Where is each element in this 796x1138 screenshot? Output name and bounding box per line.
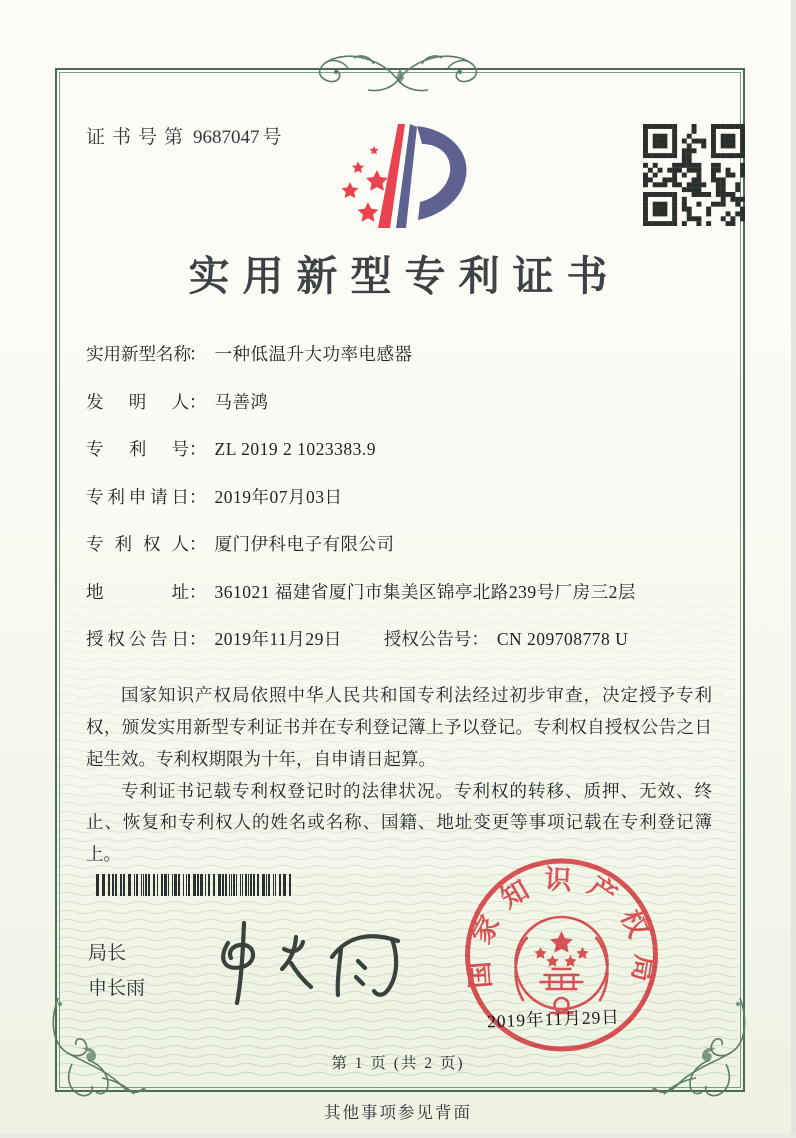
colon: ： (189, 391, 207, 412)
field-value: 厦门伊科电子有限公司 (214, 534, 395, 554)
field-label: 专利申请日 (86, 486, 189, 507)
director-title: 局长 (88, 943, 127, 964)
colon: ： (189, 486, 207, 507)
field-label: 实用新型名称 (86, 344, 191, 364)
field-row-filing-date (86, 484, 726, 532)
field-label: 发明人 (86, 391, 189, 412)
field-value: 361021 福建省厦门市集美区锦亭北路239号厂房三2层 (214, 581, 636, 602)
field-label: 专利号 (86, 439, 189, 459)
field-label: 授权公告号 (383, 629, 472, 649)
field-list (86, 341, 726, 674)
seal-date: 2019年11月29日 (486, 1006, 621, 1032)
field-label: 授权公告日 (86, 629, 189, 649)
colon: ： (189, 344, 207, 364)
director-name: 申长雨 (88, 978, 146, 1000)
cert-number-suffix: 号 (262, 127, 282, 148)
cnipa-patent-logo-icon (330, 110, 480, 236)
cert-number-value: 9687047 (193, 127, 260, 148)
cert-number-prefix: 证书号第 (86, 127, 191, 148)
field-value: 马善鸿 (214, 391, 269, 412)
grant-paragraph: 国家知识产权局依照中华人民共和国专利法经过初步审查，决定授予专利权，颁发实用新型专利证书并在专利登记簿上予以登记。专利权自授权公告之日起生效。专利权期限为十年，自申请日起算。 (86, 685, 712, 769)
field-label: 地址 (86, 581, 189, 602)
field-value: 一种低温升大功率电感器 (214, 344, 413, 364)
barcode (96, 874, 298, 896)
field-row-patent-no (86, 436, 726, 484)
signature-icon (200, 905, 410, 1010)
page-number: 第 1 页 (共 2 页) (331, 1055, 465, 1072)
field-value: CN 209708778 U (496, 629, 629, 649)
scan-edge-right (791, 0, 796, 1138)
certificate-title: 实用新型专利证书 (188, 253, 621, 299)
director-block (88, 936, 145, 1006)
scan-edge-bottom (0, 1134, 796, 1138)
field-row-patentee (86, 531, 726, 579)
field-row-inventor (86, 389, 726, 437)
field-value: 2019年11月29日 (214, 629, 342, 649)
body-paragraphs (86, 680, 712, 871)
back-note: 其他事项参见背面 (324, 1103, 472, 1122)
field-value: 2019年07月03日 (214, 486, 343, 507)
colon: ： (471, 629, 489, 649)
colon: ： (189, 629, 207, 649)
colon: ： (189, 439, 207, 459)
legal-paragraph: 专利证书记载专利权登记时的法律状况。专利权的转移、质押、无效、终止、恢复和专利权人的姓名或名称、国籍、地址变更等事项记载在专利登记簿上。 (86, 780, 712, 865)
field-label: 专利权人 (86, 534, 189, 554)
seal-text: 国家知识产权局 (463, 864, 661, 998)
field-value: ZL 2019 2 1023383.9 (214, 439, 376, 459)
field-row-address (86, 579, 726, 627)
colon: ： (189, 534, 207, 554)
field-row-name (86, 341, 726, 389)
colon: ： (189, 581, 207, 602)
field-row-grant (86, 626, 726, 674)
official-seal-icon (459, 855, 664, 1055)
cert-number (86, 122, 282, 149)
qr-code (643, 124, 745, 226)
